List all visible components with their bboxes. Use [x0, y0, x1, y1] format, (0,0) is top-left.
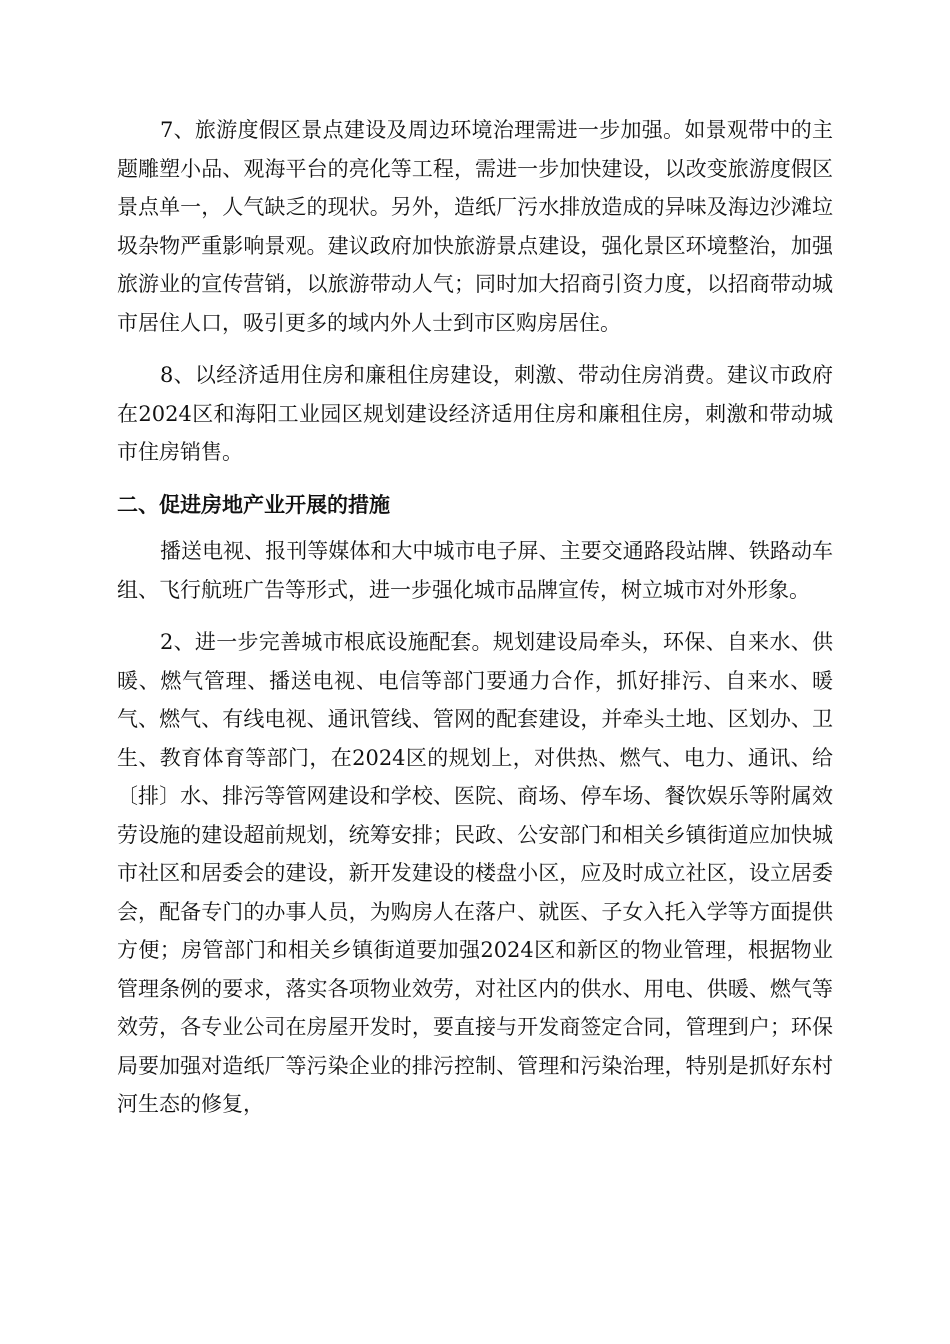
document-page — [117, 111, 833, 1124]
paragraph-item-7: 7、旅游度假区景点建设及周边环境治理需进一步加强。如景观带中的主题雕塑小品、观海平台的亮化等工程，需进一步加快建设，以改变旅游度假区景点单一，人气缺乏的现状。另外，造纸厂污水排放造成的异味及海边沙滩垃圾杂物严重影响景观。建议政府加快旅游景点建设，强化景区环境整治，加强旅游业的宣传营销，以旅游带动人气；同时加大招商引资力度，以招商带动城市居住人口，吸引更多的域内外人士到市区购房居住。 — [117, 118, 833, 335]
paragraph-item-2: 2、进一步完善城市根底设施配套。规划建设局牵头，环保、自来水、供暖、燃气管理、播送电视、电信等部门要通力合作，抓好排污、自来水、暖气、燃气、有线电视、通讯管线、管网的配套建设，并牵头土地、区划办、卫生、教育体育等部门，在2024区的规划上，对供热、燃气、电力、通讯、给〔排〕水、排污等管网建设和学校、医院、商场、停车场、餐饮娱乐等附属效劳设施的建设超前规划，统筹安排；民政、公安部门和相关乡镇街道应加快城市社区和居委会的建设，新开发建设的楼盘小区，应及时成立社区，设立居委会，配备专门的办事人员，为购房人在落户、就医、子女入托入学等方面提供方便；房管部门和相关乡镇街道要加强2024区和新区的物业管理，根据物业管理条例的要求，落实各项物业效劳，对社区内的供水、用电、供暖、燃气等效劳，各专业公司在房屋开发时，要直接与开发商签定合同，管理到户；环保局要加强对造纸厂等污染企业的排污控制、管理和污染治理，特别是抓好东村河生态的修复， — [117, 630, 833, 1116]
paragraph-item-8: 8、以经济适用住房和廉租住房建设，刺激、带动住房消费。建议市政府在2024区和海阳工业园区规划建设经济适用住房和廉租住房，刺激和带动城市住房销售。 — [117, 363, 833, 464]
paragraph-broadcast: 播送电视、报刊等媒体和大中城市电子屏、主要交通路段站牌、铁路动车组、飞行航班广告等形式，进一步强化城市品牌宣传，树立城市对外形象。 — [117, 539, 833, 602]
section-heading-2: 二、促进房地产业开展的措施 — [117, 492, 390, 517]
